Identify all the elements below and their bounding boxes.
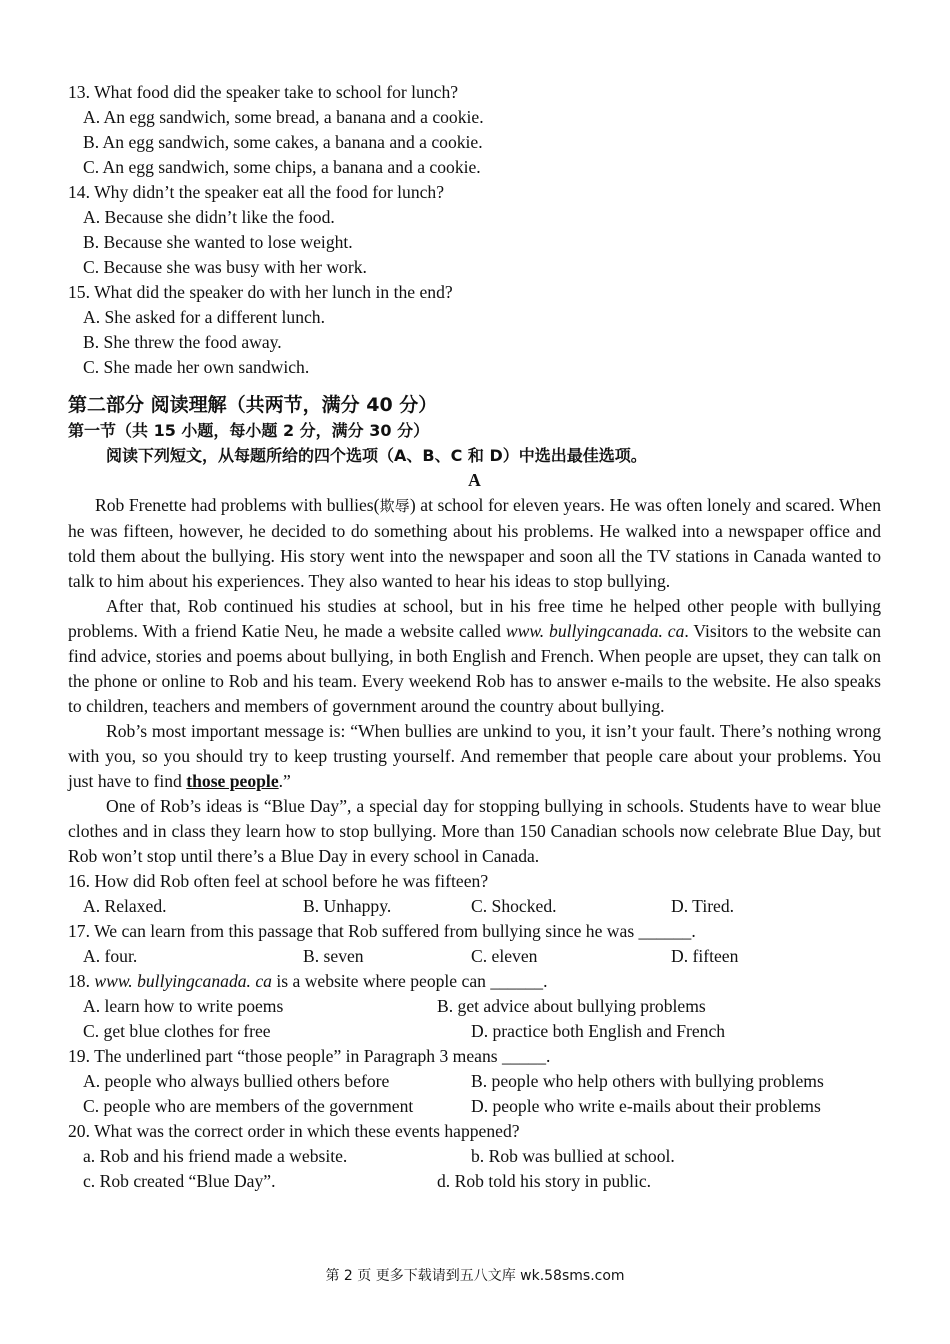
section-subtitle: 第一节（共 15 小题，每小题 2 分，满分 30 分） [68,421,430,440]
document-page [68,80,881,1194]
options-row [68,1169,881,1194]
question-13 [68,80,881,180]
question-stem: 14. Why didn’t the speaker eat all the food for lunch? [68,182,445,202]
option-a: A. Relaxed. [83,896,167,916]
page-footer: 第 2 页 更多下载请到五八文库 wk.58sms.com [325,1268,625,1284]
option-c: C. get blue clothes for free [83,1021,271,1041]
p3-text-a: Rob’s most important message is: “When bullies are unkind to you, it isn’t your fault. There’s nothing wrong with you, so you should try to keep trusting yourself. And remember that people care about your problems. You just have to find [68,721,881,791]
options-row [68,894,881,919]
passage-paragraph-3 [68,719,881,794]
question-stem: 20. What was the correct order in which these events happened? [68,1121,520,1141]
option-a: A. Because she didn’t like the food. [83,207,335,227]
option-a: A. people who always bullied others before [83,1071,390,1091]
question-number: 18. [68,971,95,991]
p1-text-b: ) at school for eleven years. He was often lonely and scared. When he was fifteen, however, he decided to do something about his problems. He walked into a newspaper office and told them about the bullying. His story went into the newspaper and soon all the TV stations in Canada wanted to talk to him about his experiences. They also wanted to hear his ideas to stop bullying. [68,495,881,591]
event-a: a. Rob and his friend made a website. [83,1146,348,1166]
question-17 [68,919,881,969]
option-d: D. fifteen [671,946,739,966]
option-d: D. people who write e-mails about their problems [471,1096,821,1116]
options-row [68,1019,881,1044]
p1-chinese-gloss: 欺辱 [379,497,410,515]
option-a: A. learn how to write poems [83,996,284,1016]
question-14 [68,180,881,280]
option-b: B. An egg sandwich, some cakes, a banana and a cookie. [83,132,483,152]
question-stem: 19. The underlined part “those people” in Paragraph 3 means _____. [68,1046,551,1066]
question-16 [68,869,881,919]
question-15 [68,280,881,380]
p2-text-a: After that, Rob continued his studies at school, but in his free time he helped other people with bullying problems. With a friend Katie Neu, he made a website called [68,596,881,641]
question-18 [68,969,881,1044]
option-b: B. Unhappy. [303,896,392,916]
p3-text-b: .” [278,771,291,791]
options-row [68,1144,881,1169]
option-c: C. Because she was busy with her work. [83,257,367,277]
option-b: B. Because she wanted to lose weight. [83,232,353,252]
options-row [68,994,881,1019]
question-stem: 15. What did the speaker do with her lunch in the end? [68,282,453,302]
option-d: D. Tired. [671,896,735,916]
option-c: C. An egg sandwich, some chips, a banana and a cookie. [83,157,481,177]
passage-paragraph-4: One of Rob’s ideas is “Blue Day”, a special day for stopping bullying in schools. Students have to wear blue clothes and in class they learn how to stop bullying. More than 150 Canadian schools now celebrate Blue Day, but Rob won’t stop until there’s a Blue Day in every school in Canada. [68,796,881,866]
option-c: C. people who are members of the government [83,1096,414,1116]
website-url: www. bullyingcanada. ca [94,971,272,991]
question-stem: 16. How did Rob often feel at school before he was fifteen? [68,871,489,891]
options-row [68,1069,881,1094]
website-url: www. bullyingcanada. ca [505,621,685,641]
question-stem: 17. We can learn from this passage that Rob suffered from bullying since he was ______. [68,921,696,941]
option-b: B. get advice about bullying problems [437,996,706,1016]
event-b: b. Rob was bullied at school. [471,1146,675,1166]
options-row [68,944,881,969]
question-stem: 13. What food did the speaker take to school for lunch? [68,82,459,102]
p2-text-b: . Visitors to the website can find advice, stories and poems about bullying, in both English and French. When people are upset, they can talk on the phone or online to Rob and his team. Every weekend Rob has to answer e-mails to the website. He also speaks to children, teachers and members of government around the country about bullying. [68,621,881,716]
p1-text-a: Rob Frenette had problems with bullies( [95,495,380,515]
section-title: 第二部分 阅读理解（共两节，满分 40 分） [68,394,438,416]
question-20 [68,1119,881,1194]
passage-paragraph-1 [68,493,881,594]
section-instruction: 阅读下列短文，从每题所给的四个选项（A、B、C 和 D）中选出最佳选项。 [106,446,647,465]
question-19 [68,1044,881,1119]
option-b: B. people who help others with bullying problems [471,1071,824,1091]
option-c: C. She made her own sandwich. [83,357,310,377]
passage-label: A [468,470,481,490]
option-c: C. Shocked. [471,896,557,916]
option-a: A. She asked for a different lunch. [83,307,325,327]
option-b: B. seven [303,946,364,966]
event-c: c. Rob created “Blue Day”. [83,1171,276,1191]
event-d: d. Rob told his story in public. [437,1171,652,1191]
options-row [68,1094,881,1119]
option-d: D. practice both English and French [471,1021,726,1041]
passage-paragraph-2 [68,594,881,719]
option-a: A. four. [83,946,138,966]
option-b: B. She threw the food away. [83,332,282,352]
question-text: is a website where people can ______. [271,971,548,991]
option-a: A. An egg sandwich, some bread, a banana and a cookie. [83,107,484,127]
question-stem [68,969,881,994]
underlined-phrase: those people [186,771,279,791]
option-c: C. eleven [471,946,538,966]
